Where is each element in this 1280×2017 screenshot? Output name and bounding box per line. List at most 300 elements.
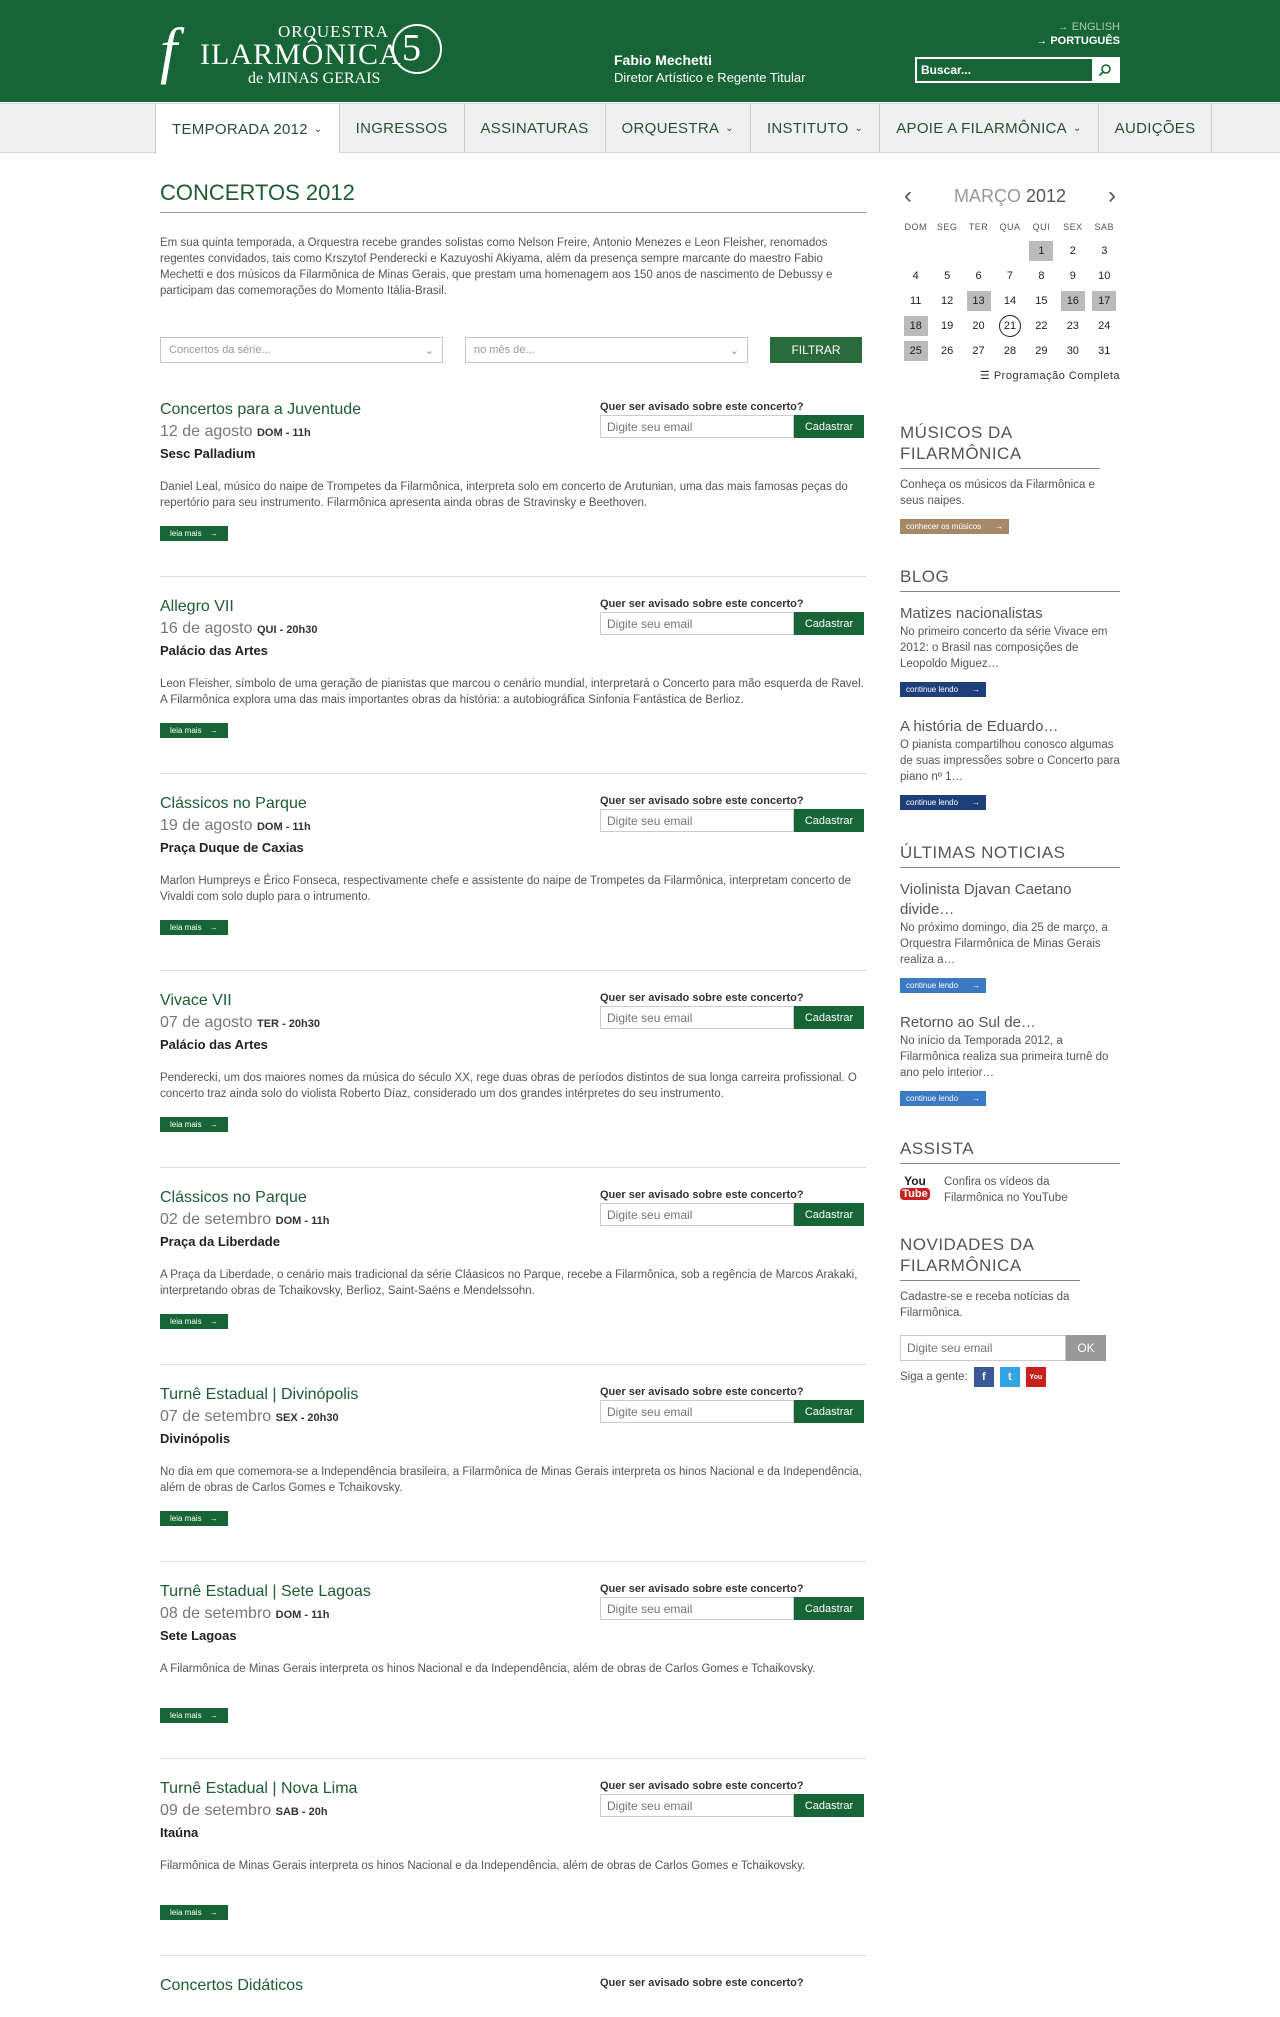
sidebar-post [900, 604, 1120, 697]
continue-reading-button[interactable] [900, 1091, 986, 1106]
read-more-label: leia mais [170, 529, 202, 538]
calendar-day-number: 5 [944, 269, 951, 282]
calendar-next-button[interactable]: › [1108, 182, 1116, 209]
calendar-day-number: 2 [1069, 244, 1076, 257]
notify-email-input[interactable] [600, 1597, 794, 1620]
youtube-small-icon[interactable]: You [1026, 1367, 1046, 1387]
calendar-day[interactable] [1057, 263, 1088, 288]
calendar-week [900, 288, 1120, 313]
watch-text: Confira os vídeos da Filarmônica no YouTube [944, 1176, 1068, 1204]
nav-item-label: TEMPORADA 2012 [172, 120, 308, 138]
series-select-value: Concertos da série... [169, 344, 271, 356]
blog-title: BLOG [900, 566, 1120, 592]
notify-form [600, 1977, 866, 1989]
nav-item[interactable] [1098, 104, 1213, 152]
calendar-day [994, 238, 1025, 263]
calendar-day[interactable] [963, 288, 994, 313]
calendar-day-number: 21 [999, 315, 1021, 337]
concert-item [160, 1583, 866, 1759]
notify-email-input[interactable] [600, 415, 794, 438]
director-name: Fabio Mechetti [614, 52, 713, 68]
post-title[interactable]: Retorno ao Sul de… [900, 1014, 1036, 1031]
calendar-day-number: 25 [904, 341, 928, 361]
nav-item[interactable] [750, 104, 879, 152]
calendar-weekdays [900, 216, 1120, 238]
notify-submit-button[interactable]: Cadastrar [794, 1597, 864, 1620]
director-info [614, 52, 805, 85]
calendar-header [900, 182, 1120, 210]
concert-item [160, 795, 866, 971]
continue-reading-label: continue lendo [906, 1094, 959, 1103]
concert-venue: Sete Lagoas [160, 1628, 237, 1643]
concert-date-value: 09 de setembro [160, 1802, 272, 1819]
concert-venue: Divinópolis [160, 1431, 231, 1446]
calendar-day[interactable] [1089, 313, 1120, 338]
notify-question: Quer ser avisado sobre este concerto? [600, 1583, 804, 1595]
notify-form [600, 401, 866, 438]
weekday-header: SEG [936, 222, 958, 232]
notify-question: Quer ser avisado sobre este concerto? [600, 401, 804, 413]
notify-form [600, 1583, 866, 1620]
chevron-down-icon: ⌄ [729, 344, 739, 357]
chevron-down-icon: ⌄ [1072, 122, 1082, 134]
calendar-day-number: 22 [1035, 319, 1048, 332]
calendar-day[interactable] [994, 313, 1025, 338]
notify-question: Quer ser avisado sobre este concerto? [600, 598, 804, 610]
concert-time: TER - 20h30 [256, 1018, 320, 1030]
nav-item-label: ORQUESTRA [621, 119, 720, 137]
notify-submit-button[interactable]: Cadastrar [794, 809, 864, 832]
youtube-logo-you: You [904, 1174, 926, 1188]
concert-title[interactable]: Clássicos no Parque [160, 795, 307, 812]
logo-minas-gerais: de MINAS GERAIS [248, 70, 381, 87]
concert-title[interactable]: Clássicos no Parque [160, 1189, 307, 1206]
concert-item [160, 401, 866, 577]
calendar-day[interactable] [931, 263, 962, 288]
calendar-day-number: 20 [972, 319, 985, 332]
musicians-button[interactable] [900, 519, 1009, 534]
calendar-day[interactable] [994, 288, 1025, 313]
newsletter-text: Cadastre-se e receba notícias da Filarmônica. [900, 1291, 1070, 1319]
musicians-text: Conheça os músicos da Filarmônica e seus naipes. [900, 479, 1095, 507]
concert-date-value: 07 de setembro [160, 1408, 272, 1425]
calendar-day[interactable] [1057, 288, 1088, 313]
continue-reading-button[interactable] [900, 978, 986, 993]
concert-description: No dia em que comemora-se a Independência brasileira, a Filarmônica de Minas Gerais interpreta os hinos Nacional e da Independência, além de obras de Carlos Gomes e Tchaikovsky. [160, 1466, 862, 1494]
arrow-right-icon: → [209, 1908, 218, 1917]
arrow-right-icon: → [209, 1514, 218, 1523]
full-program-label: Programação Completa [993, 370, 1120, 382]
read-more-label: leia mais [170, 1317, 202, 1326]
calendar-day-number: 13 [967, 291, 991, 311]
notify-question: Quer ser avisado sobre este concerto? [600, 992, 804, 1004]
calendar-day-number: 1 [1029, 241, 1053, 261]
site-header [0, 0, 1280, 102]
news-list [900, 880, 1120, 1106]
concert-date-value: 07 de agosto [160, 1014, 253, 1031]
calendar-day-number: 6 [975, 269, 982, 282]
concert-title[interactable]: Turnê Estadual | Nova Lima [160, 1780, 358, 1797]
arrow-right-icon: → [209, 726, 218, 735]
concert-item [160, 1780, 866, 1956]
notify-submit-button[interactable]: Cadastrar [794, 1794, 864, 1817]
calendar-day[interactable] [963, 263, 994, 288]
read-more-button[interactable] [160, 920, 228, 935]
chevron-down-icon: ⌄ [725, 122, 734, 134]
sidebar-post [900, 717, 1120, 810]
post-excerpt: No próximo domingo, dia 25 de março, a Orquestra Filarmônica de Minas Gerais realiza a… [900, 922, 1108, 966]
calendar-day-number: 10 [1098, 269, 1111, 282]
weekday-header: SAB [1094, 222, 1115, 232]
calendar-day[interactable] [900, 313, 931, 338]
calendar-day-number: 24 [1098, 319, 1111, 332]
arrow-right-icon: → [209, 1120, 218, 1129]
youtube-icon [900, 1174, 930, 1210]
calendar-day[interactable] [931, 288, 962, 313]
main-content [160, 180, 866, 2017]
calendar-day[interactable] [1026, 313, 1057, 338]
calendar-day-number: 15 [1035, 294, 1048, 307]
calendar-week [900, 313, 1120, 338]
chevron-down-icon: ⌄ [854, 122, 864, 134]
concert-item [160, 1189, 866, 1365]
concert-time: SEX - 20h30 [275, 1412, 339, 1424]
filter-button[interactable]: FILTRAR [770, 337, 862, 363]
continue-reading-button[interactable] [900, 795, 986, 810]
concert-venue: Palácio das Artes [160, 1037, 268, 1052]
concert-list [160, 401, 866, 2017]
musicians-title: MÚSICOS DA FILARMÔNICA [900, 422, 1100, 469]
calendar-day-number: 31 [1098, 344, 1111, 357]
post-excerpt: No primeiro concerto da série Vivace em 2012: o Brasil nas composições de Leopoldo Miguez… [900, 626, 1108, 670]
youtube-logo-tube: Tube [900, 1188, 930, 1200]
concert-time: DOM - 11h [275, 1609, 330, 1621]
calendar-day[interactable] [1057, 338, 1088, 363]
nav-item[interactable] [339, 104, 464, 152]
concert-description: A Filarmônica de Minas Gerais interpreta os hinos Nacional e da Independência, além de obras de Carlos Gomes e Tchaikovsky. [160, 1663, 816, 1675]
youtube-link[interactable] [900, 1174, 1120, 1210]
calendar-day[interactable] [931, 313, 962, 338]
newsletter-section [900, 1234, 1120, 1387]
full-program-link[interactable] [900, 369, 1120, 382]
notify-question: Quer ser avisado sobre este concerto? [600, 1386, 804, 1398]
search-input[interactable] [917, 59, 1092, 81]
musicians-button-label: conhecer os músicos [906, 522, 982, 531]
notify-form [600, 1780, 866, 1817]
weekday-header: SEX [1063, 222, 1083, 232]
notify-email-input[interactable] [600, 809, 794, 832]
concert-description: Daniel Leal, músico do naipe de Trompetes da Filarmônica, interpreta solo em concerto de Arutunian, uma das mais famosas peças do repertório para seu instrumento. Filarmônica apresenta ainda obras de Stravinsky e Beethoven. [160, 481, 848, 509]
arrow-right-icon: → [995, 522, 1004, 531]
calendar-day-number: 8 [1038, 269, 1045, 282]
logo-orquestra: ORQUESTRA [278, 22, 390, 41]
concert-date [160, 1014, 320, 1032]
calendar-day[interactable] [1089, 338, 1120, 363]
read-more-label: leia mais [170, 1514, 202, 1523]
nav-item-label: INGRESSOS [355, 119, 448, 137]
site-logo[interactable] [160, 18, 450, 88]
calendar-day[interactable] [994, 338, 1025, 363]
chevron-down-icon: ⌄ [313, 123, 323, 135]
newsletter-form [900, 1335, 1120, 1361]
concert-time: DOM - 11h [256, 821, 311, 833]
notify-email-input[interactable] [600, 1203, 794, 1226]
weekday-header: TER [968, 222, 989, 232]
series-select[interactable] [160, 337, 443, 363]
concert-description: Marlon Humpreys e Érico Fonseca, respectivamente chefe e assistente do naipe de Trompetes da Filarmônica, interpretam concerto de Vivaldi com solo duplo para o intrumento. [160, 875, 851, 903]
notify-email-input[interactable] [600, 1794, 794, 1817]
read-more-button[interactable] [160, 1905, 228, 1920]
calendar-day-number: 28 [1003, 344, 1017, 357]
notify-form [600, 1386, 866, 1423]
calendar-day[interactable] [900, 263, 931, 288]
calendar-week [900, 338, 1120, 363]
month-select[interactable] [465, 337, 748, 363]
concert-item [160, 1977, 866, 2017]
read-more-button[interactable] [160, 1314, 228, 1329]
continue-reading-label: continue lendo [906, 685, 959, 694]
calendar-body [900, 238, 1120, 363]
read-more-label: leia mais [170, 1711, 202, 1720]
director-title: Diretor Artístico e Regente Titular [614, 70, 806, 85]
concert-title[interactable]: Vivace VII [160, 992, 232, 1009]
notify-question: Quer ser avisado sobre este concerto? [600, 795, 804, 807]
calendar-year: 2012 [1025, 185, 1067, 206]
notify-question: Quer ser avisado sobre este concerto? [600, 1780, 804, 1792]
notify-form [600, 992, 866, 1029]
concert-item [160, 1386, 866, 1562]
search-box [915, 57, 1120, 83]
read-more-label: leia mais [170, 1120, 202, 1129]
calendar-day [963, 238, 994, 263]
concert-date [160, 423, 311, 441]
calendar-day[interactable] [1026, 338, 1057, 363]
notify-email-input[interactable] [600, 612, 794, 635]
read-more-button[interactable] [160, 526, 228, 541]
calendar-week [900, 263, 1120, 288]
nav-item[interactable] [464, 104, 605, 152]
read-more-label: leia mais [170, 923, 202, 932]
concert-description: A Praça da Liberdade, o cenário mais tradicional da série Cláasicos no Parque, recebe a Filarmônica, sob a regência de Marcos Arakaki, interpretando obras de Tchaikovsky, Berlioz, Saint-Saëns e Mendelssohn. [160, 1269, 858, 1297]
calendar-day-number: 23 [1066, 319, 1079, 332]
calendar-day[interactable] [963, 313, 994, 338]
intro-text: Em sua quinta temporada, a Orquestra recebe grandes solistas como Nelson Freire, Antonio Menezes e Leon Fleisher, renomados regentes convidados, tais como Krszytof Penderecki e Kazuyoshi Akiyama, além da presença sempre marcante do maestro Fabio Mechetti e dos músicos da Filarmônica de Minas Gerais, que prestam uma homenagem aos 150 anos de nascimento de Debussy e participam das comemorações do Momento Itália-Brasil. [160, 237, 833, 297]
read-more-button[interactable] [160, 1511, 228, 1526]
lang-english-link[interactable]: → ENGLISH [1057, 21, 1120, 33]
concert-date-value: 16 de agosto [160, 620, 253, 637]
news-section [900, 842, 1120, 1106]
calendar-day[interactable] [1026, 238, 1057, 263]
calendar-day-number: 7 [1006, 269, 1014, 282]
calendar-week [900, 238, 1120, 263]
arrow-right-icon: → [972, 685, 981, 694]
calendar-day-number: 11 [909, 294, 922, 307]
calendar-day[interactable] [931, 338, 962, 363]
calendar-day-number: 17 [1092, 291, 1116, 311]
calendar-day-number: 3 [1101, 244, 1108, 257]
post-title[interactable]: Violinista Djavan Caetano divide… [900, 881, 1072, 918]
concert-date [160, 1408, 339, 1426]
calendar-day-number: 9 [1069, 269, 1076, 282]
calendar-day [931, 238, 962, 263]
concert-date-value: 19 de agosto [160, 817, 253, 834]
language-switcher [1036, 20, 1120, 48]
news-title: ÚLTIMAS NOTICIAS [900, 842, 1120, 868]
concert-title[interactable]: Concertos Didáticos [160, 1977, 304, 1994]
calendar-day[interactable] [994, 263, 1025, 288]
concert-description: Leon Fleisher, símbolo de uma geração de pianistas que marcou o cenário mundial, interpretará o Concerto para mão esquerda de Ravel. A Filarmônica explora uma das mais importantes obras da história: a autobiográfica Sinfonia Fantástica de Berlioz. [160, 678, 864, 706]
calendar-day[interactable] [900, 288, 931, 313]
concert-title[interactable]: Turnê Estadual | Divinópolis [160, 1386, 359, 1403]
continue-reading-label: continue lendo [906, 981, 959, 990]
notify-question: Quer ser avisado sobre este concerto? [600, 1189, 804, 1201]
post-excerpt: No início da Temporada 2012, a Filarmônica realiza sua primeira turnê do ano pelo interior… [900, 1035, 1109, 1079]
watch-section [900, 1138, 1120, 1210]
concert-date [160, 817, 311, 835]
filter-bar [160, 337, 866, 363]
read-more-button[interactable] [160, 1708, 228, 1723]
search-button[interactable] [1092, 59, 1118, 81]
newsletter-email-input[interactable] [900, 1335, 1066, 1361]
calendar-day[interactable] [1089, 238, 1120, 263]
calendar-day[interactable] [900, 338, 931, 363]
concert-venue: Praça da Liberdade [160, 1234, 280, 1249]
concert-time: DOM - 11h [275, 1215, 330, 1227]
nav-item-label: AUDIÇÕES [1114, 119, 1196, 137]
facebook-icon[interactable]: f [974, 1367, 994, 1387]
arrow-right-icon: → [209, 529, 218, 538]
nav-item-label: APOIE A FILARMÔNICA [896, 119, 1067, 137]
newsletter-title: NOVIDADES DA FILARMÔNICA [900, 1234, 1080, 1281]
notify-submit-button[interactable]: Cadastrar [794, 1400, 864, 1423]
newsletter-ok-button[interactable]: OK [1066, 1335, 1106, 1361]
arrow-right-icon: → [972, 798, 981, 807]
concert-venue: Sesc Palladium [160, 446, 256, 461]
calendar-day-number: 19 [941, 319, 954, 332]
notify-submit-button[interactable]: Cadastrar [794, 1006, 864, 1029]
concert-item [160, 598, 866, 774]
notify-form [600, 598, 866, 635]
post-title[interactable]: Matizes nacionalistas [900, 605, 1043, 622]
social-links [900, 1367, 1120, 1387]
concert-title[interactable]: Turnê Estadual | Sete Lagoas [160, 1583, 371, 1600]
month-select-value: no mês de... [474, 344, 535, 356]
concert-time: SAB - 20h [275, 1806, 328, 1818]
calendar-day-number: 26 [941, 344, 954, 357]
read-more-button[interactable] [160, 723, 228, 738]
arrow-right-icon: → [209, 923, 218, 932]
notify-submit-button[interactable]: Cadastrar [794, 415, 864, 438]
sidebar [900, 182, 1120, 1387]
concert-date-value: 12 de agosto [160, 423, 253, 440]
musicians-section [900, 422, 1120, 534]
concert-date-value: 02 de setembro [160, 1211, 272, 1228]
nav-item[interactable] [879, 104, 1097, 152]
calendar-day-number: 18 [904, 316, 928, 336]
notify-email-input[interactable] [600, 1400, 794, 1423]
calendar-day[interactable] [963, 338, 994, 363]
continue-reading-button[interactable] [900, 682, 986, 697]
main-nav [0, 103, 1280, 153]
notify-email-input[interactable] [600, 1006, 794, 1029]
page-title: CONCERTOS 2012 [160, 180, 866, 213]
sidebar-post [900, 880, 1120, 993]
follow-label: Siga a gente: [900, 1371, 968, 1383]
calendar-day[interactable] [1089, 288, 1120, 313]
blog-list [900, 604, 1120, 810]
calendar-day[interactable] [1026, 288, 1057, 313]
nav-item-label: INSTITUTO [766, 119, 849, 137]
calendar-day-number: 12 [941, 294, 954, 307]
weekday-header: QUA [999, 222, 1021, 232]
notify-form [600, 1189, 866, 1226]
calendar-day[interactable] [1089, 263, 1120, 288]
read-more-label: leia mais [170, 726, 202, 735]
weekday-header: DOM [904, 222, 927, 232]
calendar-day-number: 27 [972, 344, 985, 357]
read-more-button[interactable] [160, 1117, 228, 1132]
calendar-day-number: 16 [1061, 291, 1085, 311]
concert-description: Penderecki, um dos maiores nomes da música do século XX, rege duas obras de períodos distintos de sua longa carreira profissional. O concerto traz ainda solo do violista Roberto Díaz, considerado um dos grandes intérpretes do seu instrumento. [160, 1072, 857, 1100]
calendar-prev-button[interactable]: ‹ [904, 182, 912, 209]
concert-date [160, 620, 318, 638]
main-nav-list [155, 104, 1212, 152]
notify-submit-button[interactable]: Cadastrar [794, 1203, 864, 1226]
calendar-day-number: 4 [912, 269, 919, 282]
search-icon [1098, 63, 1112, 77]
logo-letter: f [160, 17, 178, 85]
chevron-down-icon: ⌄ [424, 344, 434, 357]
concert-description: Filarmônica de Minas Gerais interpreta os hinos Nacional e da Independência, além de obras de Carlos Gomes e Tchaikovsky. [160, 1860, 806, 1872]
notify-submit-button[interactable]: Cadastrar [794, 612, 864, 635]
concert-item [160, 992, 866, 1168]
arrow-right-icon: → [972, 981, 981, 990]
weekday-header: QUI [1032, 222, 1051, 232]
concert-date [160, 1802, 328, 1820]
anniversary-badge: 5 [392, 24, 442, 74]
concert-venue: Itaúna [160, 1825, 199, 1840]
nav-item[interactable] [155, 104, 339, 154]
notify-form [600, 795, 866, 832]
notify-question: Quer ser avisado sobre este concerto? [600, 1977, 804, 1989]
calendar-day-number: 30 [1066, 344, 1079, 357]
nav-item-label: ASSINATURAS [480, 119, 589, 137]
calendar-day[interactable] [1026, 263, 1057, 288]
arrow-right-icon: → [209, 1317, 218, 1326]
sidebar-post [900, 1013, 1120, 1106]
concert-time: QUI - 20h30 [256, 624, 318, 636]
post-title[interactable]: A história de Eduardo… [900, 718, 1059, 735]
nav-item[interactable] [605, 104, 750, 152]
calendar-month-label [954, 186, 1066, 207]
continue-reading-label: continue lendo [906, 798, 959, 807]
concert-date [160, 1211, 329, 1229]
lang-portuguese-link[interactable]: → PORTUGUÊS [1036, 35, 1120, 47]
watch-title: ASSISTA [900, 1138, 1120, 1164]
logo-filarmonica: ILARMÔNICA [200, 38, 402, 71]
concert-date-value: 08 de setembro [160, 1605, 272, 1622]
arrow-right-icon: → [972, 1094, 981, 1103]
calendar-day[interactable] [1057, 313, 1088, 338]
twitter-icon[interactable]: t [1000, 1367, 1020, 1387]
read-more-label: leia mais [170, 1908, 202, 1917]
calendar-day[interactable] [1057, 238, 1088, 263]
concert-title[interactable]: Concertos para a Juventude [160, 401, 362, 418]
calendar-month: MARÇO [953, 185, 1021, 206]
list-icon: ☰ [979, 370, 994, 382]
concert-venue: Praça Duque de Caxias [160, 840, 304, 855]
concert-title[interactable]: Allegro VII [160, 598, 234, 615]
